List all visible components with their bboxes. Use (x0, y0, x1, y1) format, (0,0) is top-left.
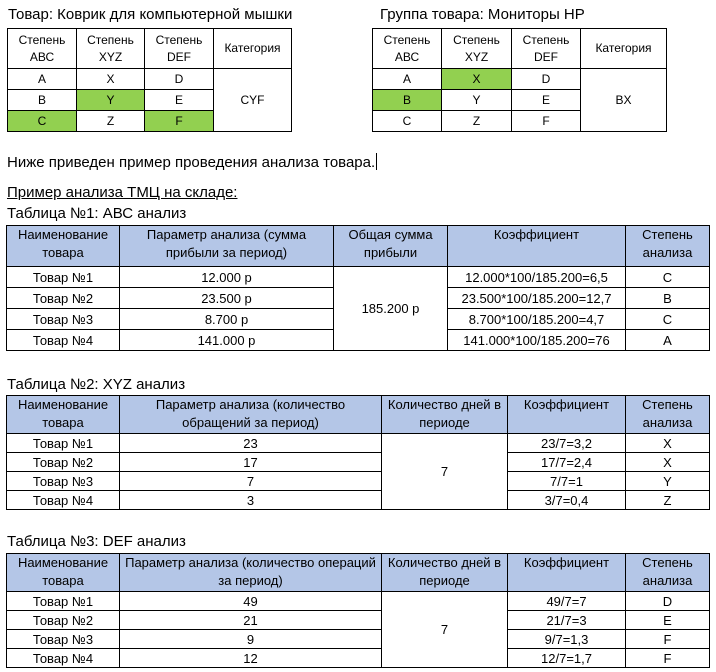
grade-cell: C (373, 111, 442, 132)
grade-cell: Z (77, 111, 145, 132)
header-abc: Степень АВС (8, 29, 77, 69)
row-grade: X (626, 453, 710, 472)
header-def: Степень DEF (145, 29, 214, 69)
table2-title: Таблица №2: XYZ анализ (7, 376, 186, 393)
table-row (7, 611, 710, 630)
table-row (7, 491, 710, 510)
section-title: Пример анализа ТМЦ на складе: (7, 184, 238, 201)
col-header-coef: Коэффициент (508, 554, 626, 592)
row-name: Товар №4 (7, 649, 120, 668)
product-title: Товар: Коврик для компьютерной мышки (8, 6, 293, 23)
table-row (7, 649, 710, 668)
intro-text: Ниже приведен пример проведения анализа товара. (7, 154, 376, 171)
row-param: 141.000 р (120, 330, 334, 351)
row-param: 49 (120, 592, 382, 611)
table-row (7, 267, 710, 288)
grade-cell-selected: C (8, 111, 77, 132)
row-coef: 23/7=3,2 (508, 434, 626, 453)
row-param: 3 (120, 491, 382, 510)
col-header-coef: Коэффициент (508, 396, 626, 434)
row-param: 7 (120, 472, 382, 491)
col-header-name: Наименование товара (7, 226, 120, 267)
intro-paragraph[interactable] (7, 153, 377, 172)
header-xyz: Степень XYZ (442, 29, 512, 69)
row-grade: X (626, 434, 710, 453)
header-xyz: Степень XYZ (77, 29, 145, 69)
header-def: Степень DEF (512, 29, 581, 69)
row-coef: 21/7=3 (508, 611, 626, 630)
row-name: Товар №2 (7, 288, 120, 309)
row-param: 23.500 р (120, 288, 334, 309)
grade-cell-selected: Y (77, 90, 145, 111)
row-coef: 12/7=1,7 (508, 649, 626, 668)
row-param: 9 (120, 630, 382, 649)
grade-cell: Z (442, 111, 512, 132)
grade-cell-selected: X (442, 69, 512, 90)
text-caret (376, 153, 377, 170)
row-param: 12 (120, 649, 382, 668)
grade-cell: E (512, 90, 581, 111)
col-header-days: Количество дней в периоде (382, 554, 508, 592)
row-coef: 3/7=0,4 (508, 491, 626, 510)
row-coef: 9/7=1,3 (508, 630, 626, 649)
col-header-grade: Степень анализа (626, 554, 710, 592)
row-coef: 49/7=7 (508, 592, 626, 611)
row-param: 21 (120, 611, 382, 630)
row-coef: 17/7=2,4 (508, 453, 626, 472)
row-name: Товар №2 (7, 453, 120, 472)
grade-cell-selected: F (145, 111, 214, 132)
col-header-coef: Коэффициент (448, 226, 626, 267)
row-grade: F (626, 649, 710, 668)
row-coef: 23.500*100/185.200=12,7 (448, 288, 626, 309)
grade-cell: E (145, 90, 214, 111)
row-grade: D (626, 592, 710, 611)
row-name: Товар №2 (7, 611, 120, 630)
category-value: CYF (214, 69, 292, 132)
col-header-param: Параметр анализа (количество операций за период) (120, 554, 382, 592)
group-title: Группа товара: Мониторы HP (380, 6, 585, 23)
row-grade: F (626, 630, 710, 649)
table-row (7, 434, 710, 453)
product-grade-table (7, 28, 292, 132)
row-param: 23 (120, 434, 382, 453)
col-header-grade: Степень анализа (626, 396, 710, 434)
def-analysis-table (6, 553, 710, 668)
row-name: Товар №3 (7, 630, 120, 649)
row-grade: E (626, 611, 710, 630)
row-name: Товар №1 (7, 434, 120, 453)
header-category: Категория (581, 29, 667, 69)
abc-analysis-table (6, 225, 710, 351)
col-header-name: Наименование товара (7, 554, 120, 592)
grade-cell: A (8, 69, 77, 90)
col-header-days: Количество дней в периоде (382, 396, 508, 434)
table-row (7, 630, 710, 649)
row-param: 12.000 р (120, 267, 334, 288)
row-param: 17 (120, 453, 382, 472)
row-coef: 7/7=1 (508, 472, 626, 491)
grade-cell-selected: B (373, 90, 442, 111)
row-grade: C (626, 309, 710, 330)
table-row (7, 453, 710, 472)
grade-cell: Y (442, 90, 512, 111)
row-grade: C (626, 267, 710, 288)
total-value: 185.200 р (334, 267, 448, 351)
row-name: Товар №1 (7, 592, 120, 611)
days-value: 7 (382, 434, 508, 510)
row-name: Товар №1 (7, 267, 120, 288)
row-name: Товар №3 (7, 309, 120, 330)
row-grade: A (626, 330, 710, 351)
col-header-grade: Степень анализа (626, 226, 710, 267)
row-name: Товар №3 (7, 472, 120, 491)
grade-cell: A (373, 69, 442, 90)
table-row (7, 592, 710, 611)
grade-cell: D (512, 69, 581, 90)
grade-cell: F (512, 111, 581, 132)
row-name: Товар №4 (7, 330, 120, 351)
table1-title: Таблица №1: АВС анализ (7, 205, 187, 222)
col-header-param: Параметр анализа (количество обращений за период) (120, 396, 382, 434)
row-coef: 12.000*100/185.200=6,5 (448, 267, 626, 288)
table3-title: Таблица №3: DEF анализ (7, 533, 186, 550)
row-coef: 141.000*100/185.200=76 (448, 330, 626, 351)
row-grade: Z (626, 491, 710, 510)
grade-cell: D (145, 69, 214, 90)
xyz-analysis-table (6, 395, 710, 510)
row-grade: B (626, 288, 710, 309)
row-param: 8.700 р (120, 309, 334, 330)
header-category: Категория (214, 29, 292, 69)
grade-cell: B (8, 90, 77, 111)
grade-cell: X (77, 69, 145, 90)
table-row (7, 472, 710, 491)
days-value: 7 (382, 592, 508, 668)
row-coef: 8.700*100/185.200=4,7 (448, 309, 626, 330)
header-abc: Степень АВС (373, 29, 442, 69)
row-name: Товар №4 (7, 491, 120, 510)
category-value: BX (581, 69, 667, 132)
col-header-total: Общая сумма прибыли (334, 226, 448, 267)
col-header-param: Параметр анализа (сумма прибыли за период) (120, 226, 334, 267)
group-grade-table (372, 28, 667, 132)
col-header-name: Наименование товара (7, 396, 120, 434)
row-grade: Y (626, 472, 710, 491)
